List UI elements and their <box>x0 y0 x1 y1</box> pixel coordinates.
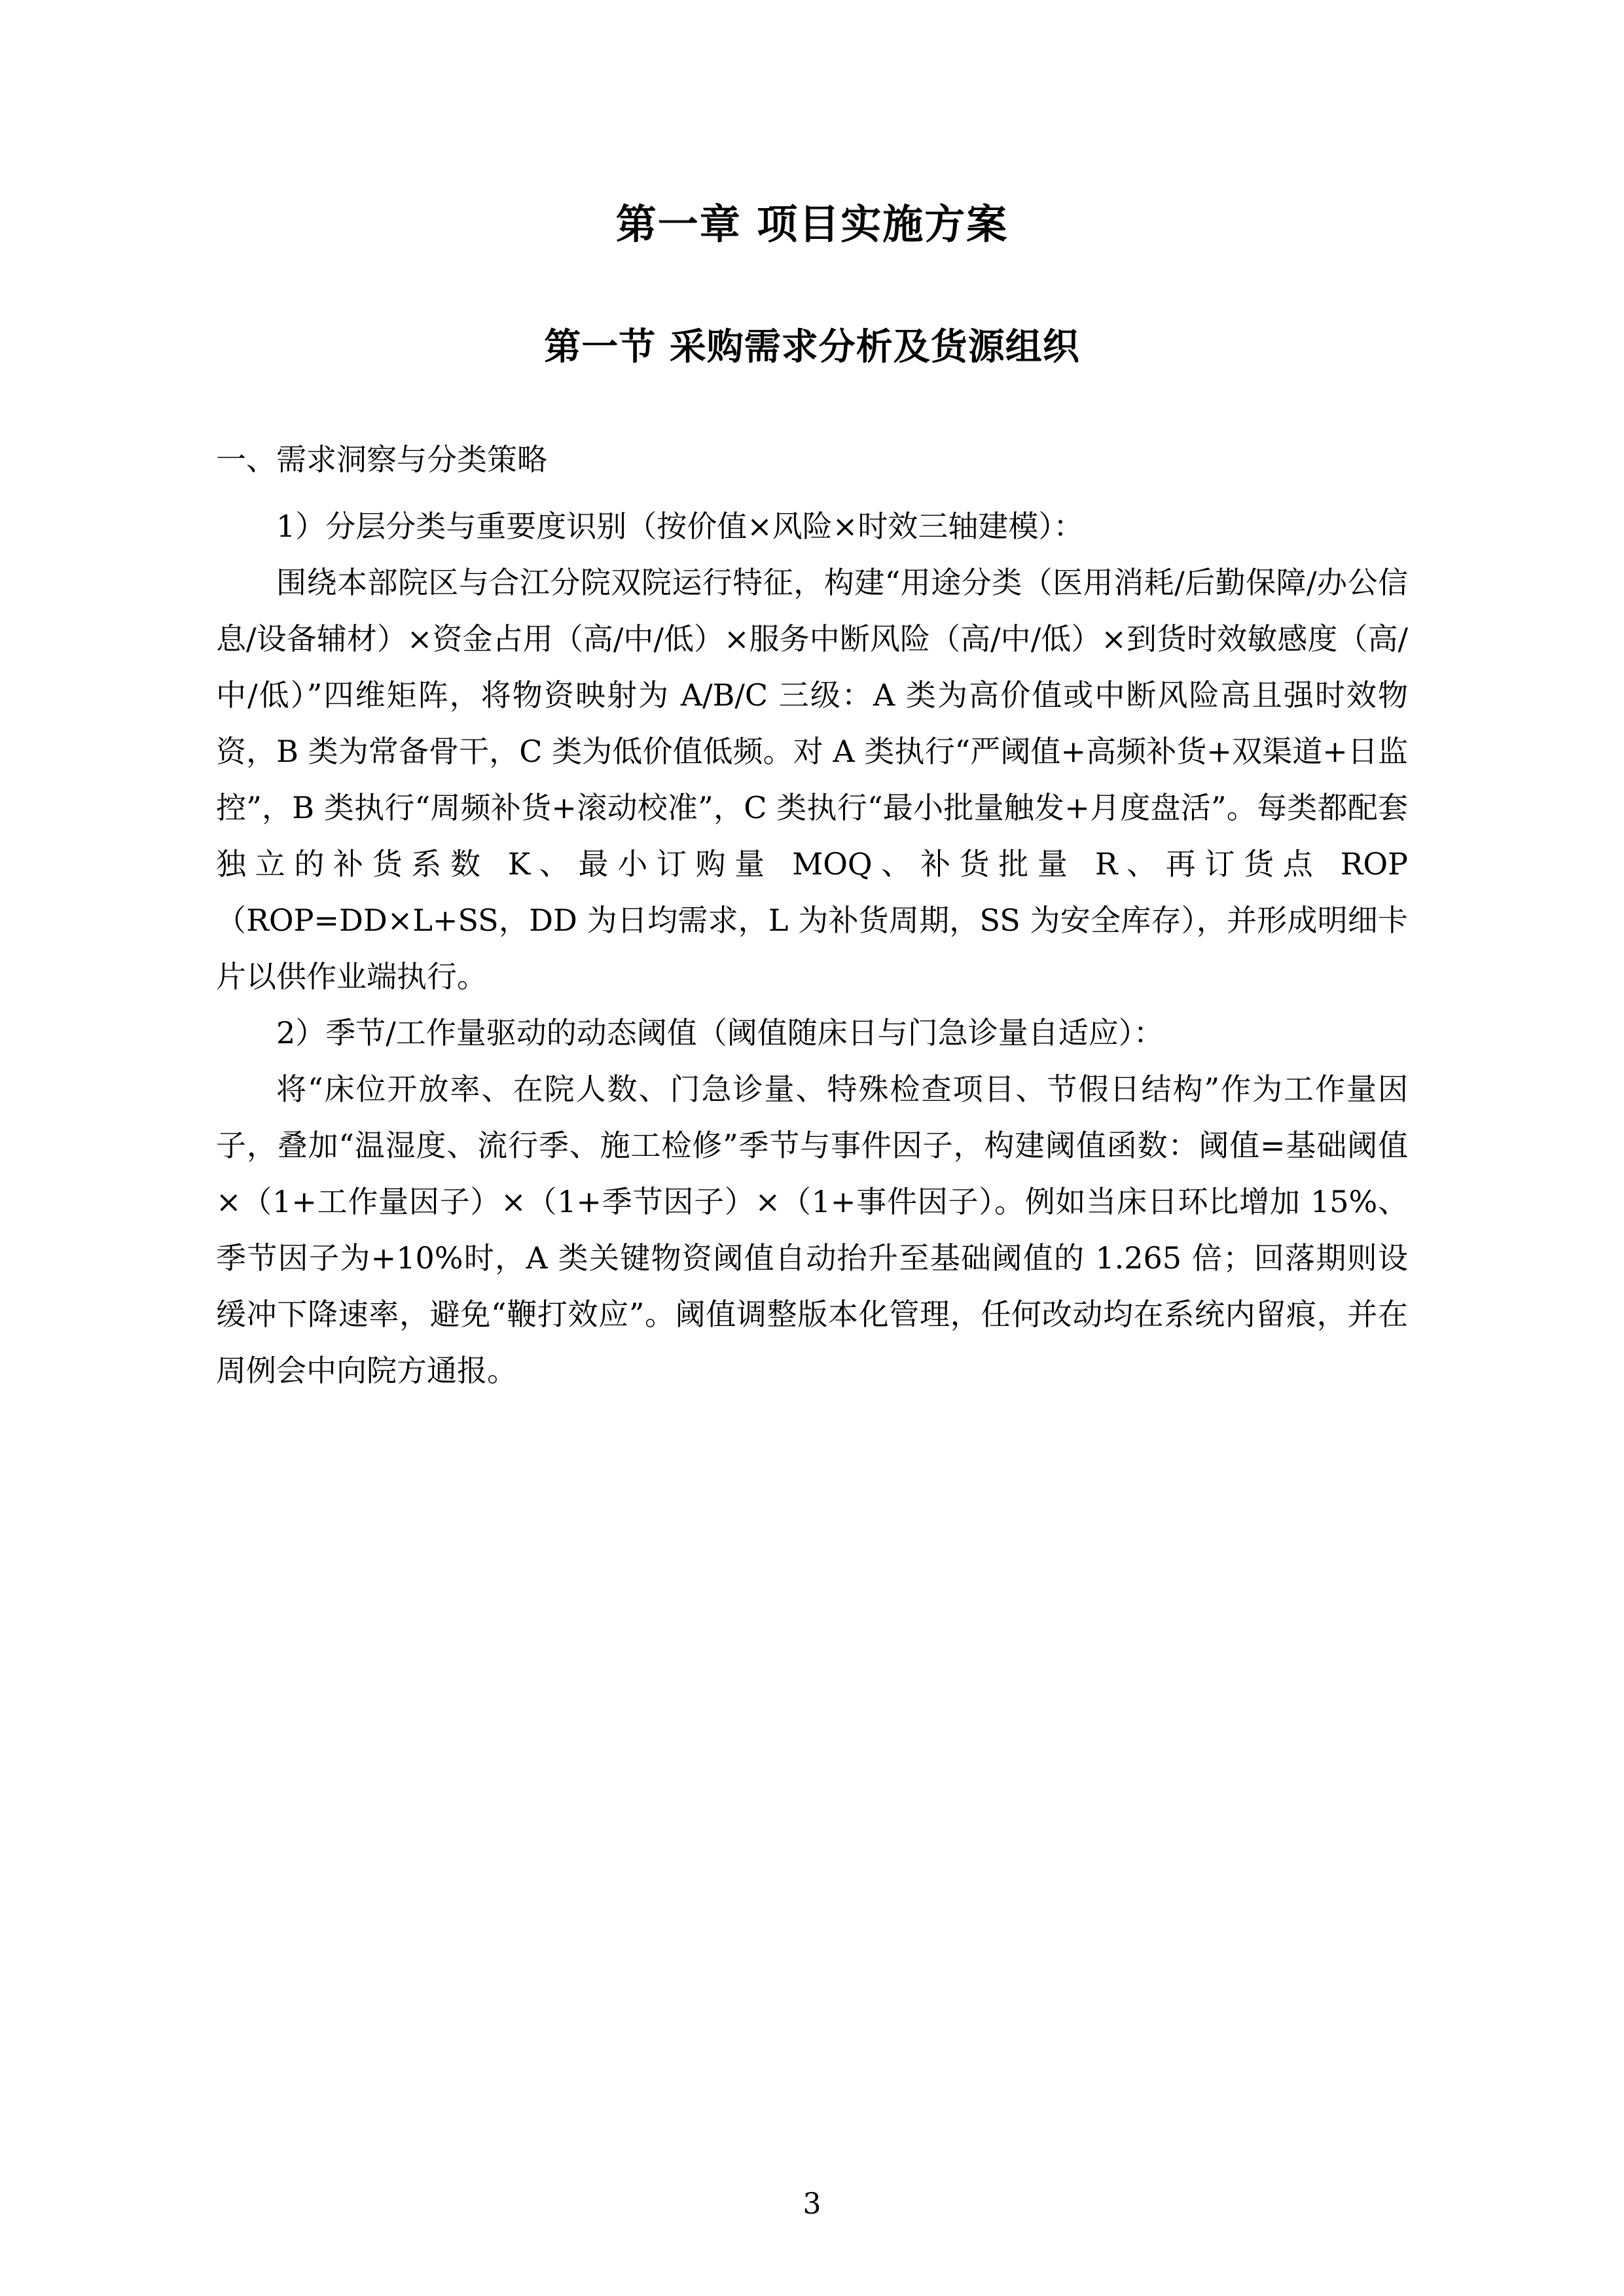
list-item-2-body: 将“床位开放率、在院人数、门急诊量、特殊检查项目、节假日结构”作为工作量因子，叠加“温湿度、流行季、施工检修”季节与事件因子，构建阈值函数：阈值=基础阈值×（1+工作量因子）×（1+季节因子）×（1+事件因子）。例如当床日环比增加 15%、季节因子为+10%时，A 类关键物资阈值自动抬升至基础阈值的 1.265 倍；回落期则设缓冲下降速率，避免“鞭打效应”。阈值调整版本化管理，任何改动均在系统内留痕，并在周例会中向院方通报。 <box>216 1071 1408 1389</box>
heading-level-1: 一、需求洞察与分类策略 <box>216 442 547 478</box>
page-number: 3 <box>803 2187 821 2221</box>
list-item-2-title: 2）季节/工作量驱动的动态阈值（阈值随床日与门急诊量自适应）： <box>276 1015 1164 1051</box>
section-title: 第一节 采购需求分析及货源组织 <box>544 325 1080 368</box>
list-item-1-body: 围绕本部院区与合江分院双院运行特征，构建“用途分类（医用消耗/后勤保障/办公信息/设备辅材）×资金占用（高/中/低）×服务中断风险（高/中/低）×到货时效敏感度（高/中/低）”四维矩阵，将物资映射为 A/B/C 三级：A 类为高价值或中断风险高且强时效物资，B 类为常备骨干，C 类为低价值低频。对 A 类执行“严阈值+高频补货+双渠道+日监控”，B 类执行“周频补货+滚动校准”，C 类执行“最小批量触发+月度盘活”。每类都配套独立的补货系数 K、最小订购量 MOQ、补货批量 R、再订货点 ROP（ROP=DD×L+SS，DD 为日均需求，L 为补货周期，SS 为安全库存），并形成明细卡片以供作业端执行。 <box>216 565 1408 995</box>
list-item-1-title: 1）分层分类与重要度识别（按价值×风险×时效三轴建模）： <box>276 509 1084 545</box>
chapter-title: 第一章 项目实施方案 <box>615 200 1009 248</box>
